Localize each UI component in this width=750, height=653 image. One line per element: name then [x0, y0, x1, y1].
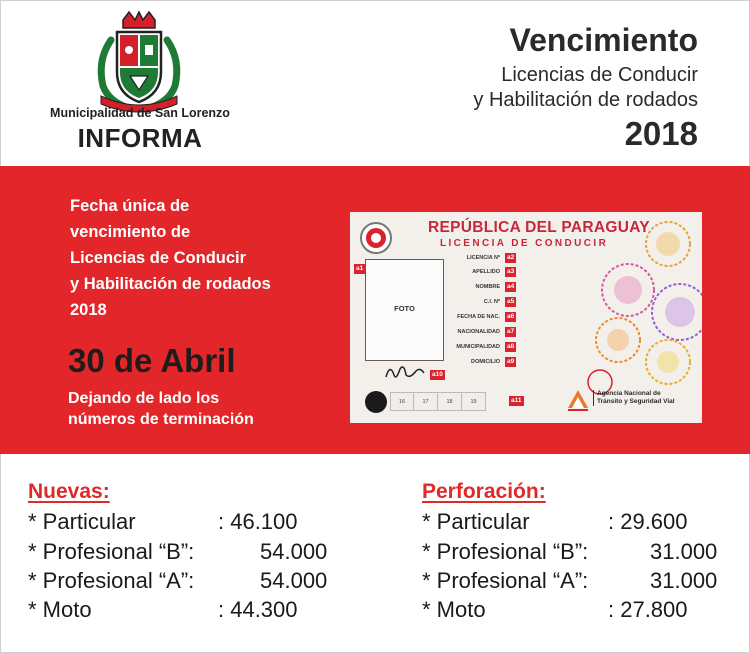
field-label: NACIONALIDAD	[457, 329, 500, 335]
announcement-line: vencimiento de	[70, 223, 191, 241]
card-country: REPÚBLICA DEL PARAGUAY	[428, 219, 650, 236]
municipal-crest-logo	[93, 10, 185, 114]
deadline-date: 30 de Abril	[68, 342, 236, 379]
agency-logo-icon	[566, 386, 590, 414]
field-tag: a3	[507, 268, 515, 275]
announcement-line: Licencias de Conducir	[70, 249, 247, 267]
photo-box	[365, 259, 444, 361]
announcement-text	[70, 193, 271, 323]
price-value: 54.000	[260, 568, 328, 593]
note-line: números de terminación	[68, 411, 254, 428]
card-doc-type: LICENCIA DE CONDUCIR	[440, 238, 609, 249]
field-label: LICENCIA Nº	[466, 255, 500, 261]
nuevas-heading: Nuevas:	[28, 480, 110, 503]
category-cells	[390, 392, 486, 411]
perforacion-heading: Perforación:	[422, 480, 546, 503]
subtitle-line-2: y Habilitación de rodados	[473, 89, 698, 111]
price-value: 31.000	[650, 568, 718, 593]
price-label: * Particular	[28, 509, 136, 534]
deadline-note	[68, 388, 254, 430]
field-tag: a11	[511, 397, 522, 404]
agency-line: Agencia Nacional de	[597, 390, 661, 397]
announcement-line: 2018	[70, 301, 107, 319]
price-row	[422, 568, 722, 594]
field-label: DOMICILIO	[470, 359, 500, 365]
category-cell: 16	[390, 392, 414, 411]
field-tag: a10	[432, 371, 443, 378]
price-value: : 46.100	[218, 509, 298, 534]
price-row	[422, 539, 722, 565]
announcement-line: Fecha única de	[70, 197, 190, 215]
field-tag: a6	[507, 313, 515, 320]
price-row	[28, 597, 328, 623]
price-row	[28, 568, 328, 594]
price-value: 31.000	[650, 539, 718, 564]
price-value: : 44.300	[218, 597, 298, 622]
price-row	[28, 509, 328, 535]
price-row	[422, 597, 722, 623]
price-label: * Profesional “B”:	[28, 539, 195, 564]
price-value: : 27.800	[608, 597, 688, 622]
photo-label: FOTO	[394, 304, 415, 313]
price-value: : 29.600	[608, 509, 688, 534]
field-tag: a4	[507, 283, 515, 290]
license-card-illustration	[350, 212, 702, 423]
price-value: 54.000	[260, 539, 328, 564]
subtitle-line-1: Licencias de Conducir	[501, 64, 698, 86]
agency-name	[593, 390, 675, 406]
field-tag: a9	[507, 358, 515, 365]
year-label: 2018	[624, 115, 698, 152]
price-row	[422, 509, 722, 535]
field-label: FECHA DE NAC.	[457, 314, 500, 320]
national-seal-icon	[359, 221, 393, 255]
chip-dot-icon	[365, 391, 387, 413]
price-row	[28, 539, 328, 565]
price-label: * Moto	[28, 597, 92, 622]
field-tag: a8	[507, 343, 515, 350]
field-label: MUNICIPALIDAD	[456, 344, 500, 350]
note-line: Dejando de lado los	[68, 390, 220, 407]
price-label: * Profesional “B”:	[422, 539, 589, 564]
field-label: C.I. Nº	[483, 299, 500, 305]
field-tag: a5	[507, 298, 515, 305]
signature-mark	[382, 361, 428, 383]
agency-line: Tránsito y Seguridad Vial	[597, 398, 675, 405]
municipality-name: Municipalidad de San Lorenzo	[50, 106, 230, 120]
category-cell: 19	[462, 392, 486, 411]
price-label: * Profesional “A”:	[28, 568, 195, 593]
page-title: Vencimiento	[509, 22, 698, 58]
category-cell: 17	[414, 392, 438, 411]
field-label: APELLIDO	[472, 269, 500, 275]
announcement-line: y Habilitación de rodados	[70, 275, 271, 293]
field-label: NOMBRE	[475, 284, 500, 290]
field-tag: a7	[507, 328, 515, 335]
price-label: * Profesional “A”:	[422, 568, 589, 593]
price-label: * Moto	[422, 597, 486, 622]
field-tag: a2	[507, 254, 515, 261]
price-label: * Particular	[422, 509, 530, 534]
informa-label: INFORMA	[77, 123, 203, 153]
category-cell: 18	[438, 392, 462, 411]
field-tag: a1	[356, 265, 364, 272]
